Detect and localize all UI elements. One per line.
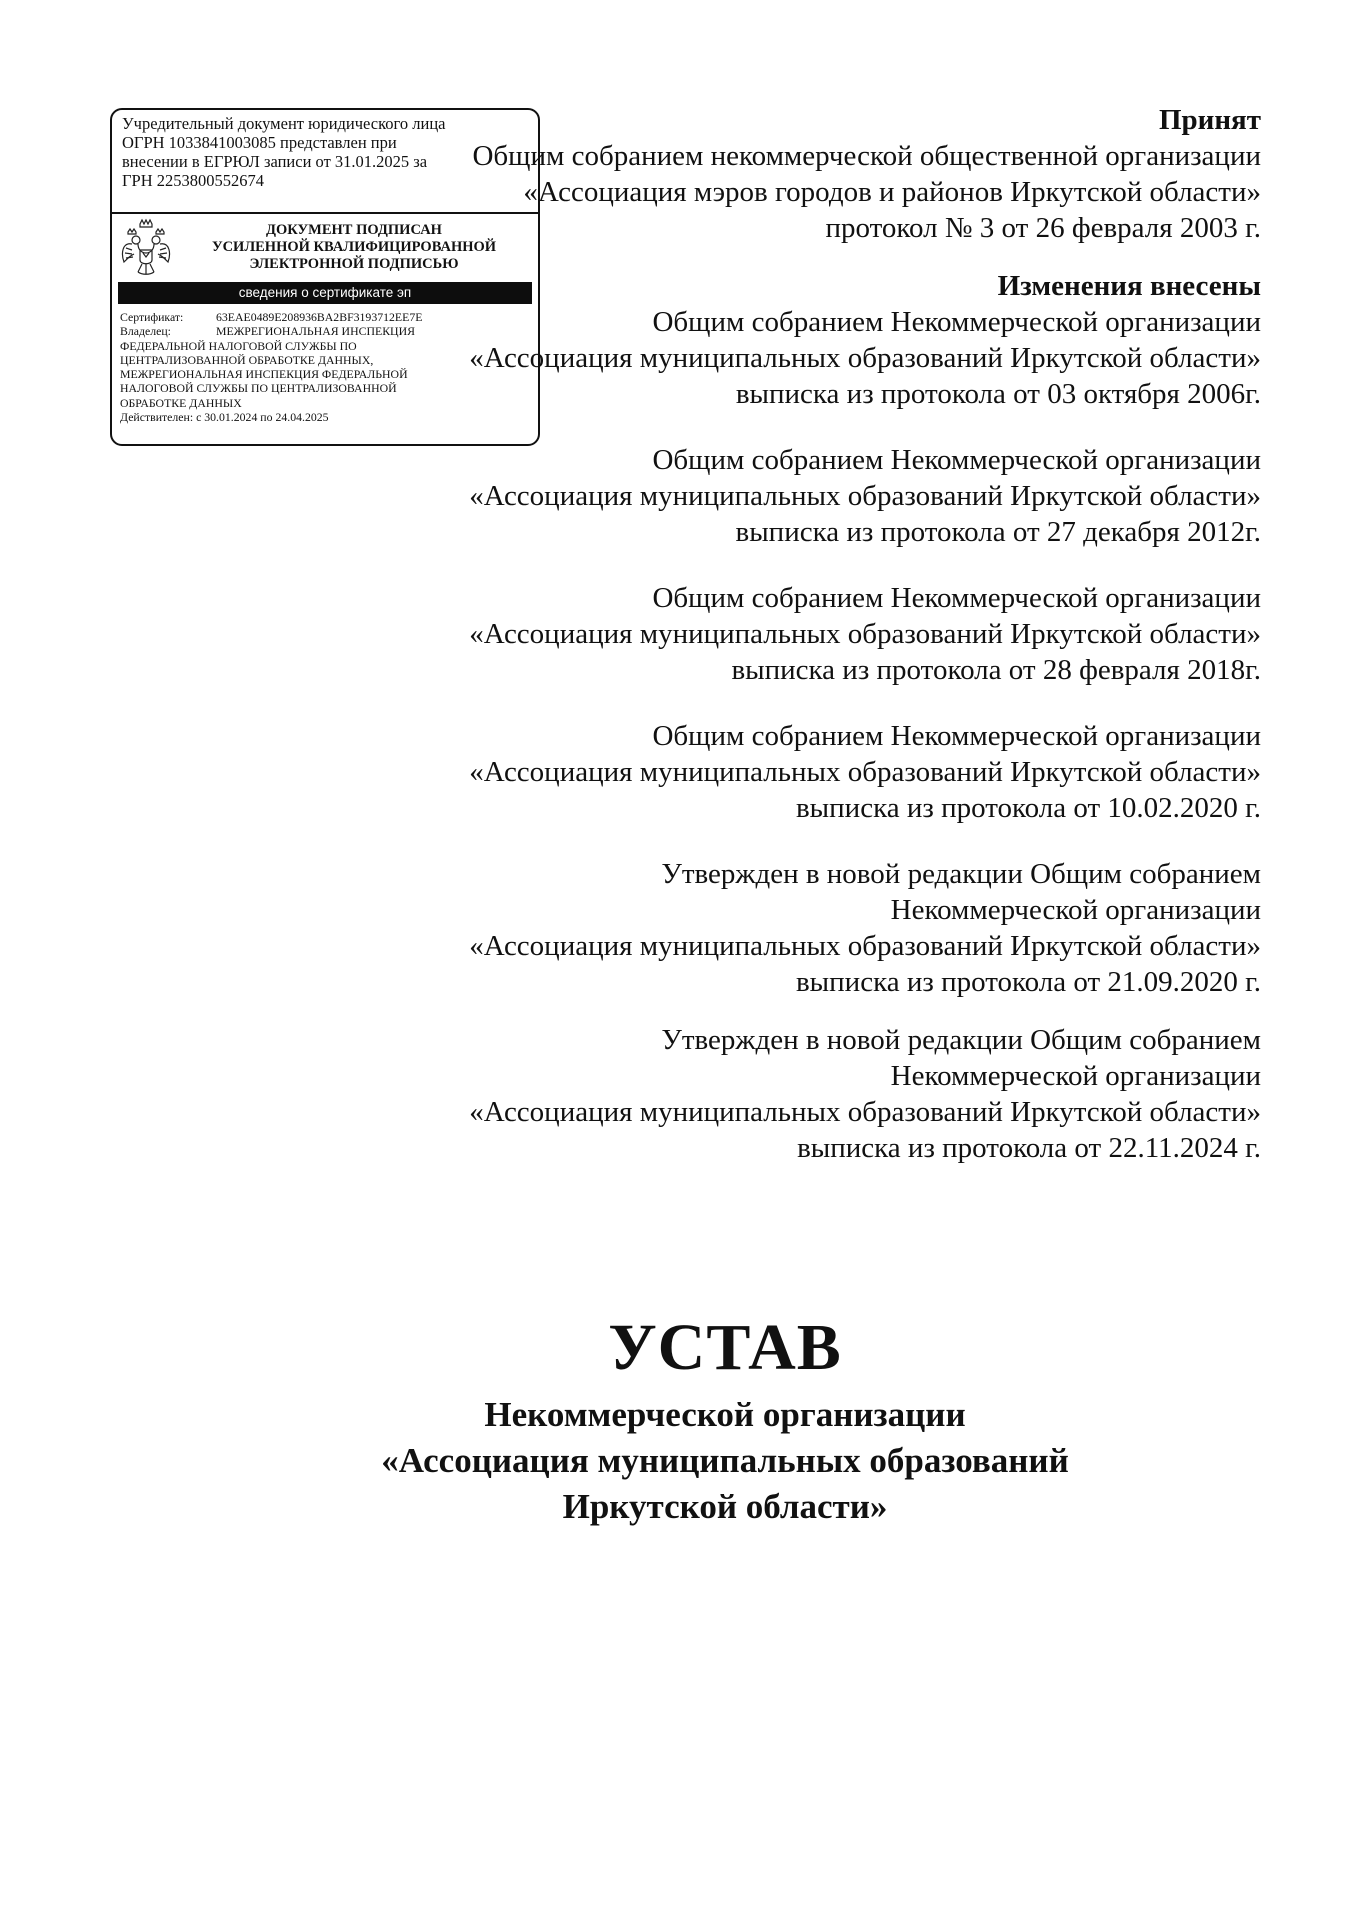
amendment-line: Некоммерческой организации (890, 1060, 1261, 1092)
adopted-line: Общим собранием некоммерческой общественной организации (472, 140, 1261, 172)
amendment-block (361, 580, 1261, 688)
adopted-heading: Принят (1158, 104, 1261, 136)
amendment-line: выписка из протокола от 10.02.2020 г. (795, 792, 1261, 824)
validity-period: Действителен: с 30.01.2024 по 24.04.2025 (120, 410, 329, 425)
owner-value: МЕЖРЕГИОНАЛЬНАЯ ИНСПЕКЦИЯ (216, 324, 415, 339)
amendment-block (361, 442, 1261, 550)
certificate-label: Сертификат: (120, 310, 184, 324)
certificate-row (120, 310, 536, 324)
amendment-block (361, 718, 1261, 826)
amendments-heading: Изменения внесены (997, 270, 1261, 302)
coat-of-arms-icon (120, 218, 172, 280)
owner-line: НАЛОГОВОЙ СЛУЖБЫ ПО ЦЕНТРАЛИЗОВАННОЙ (120, 381, 397, 396)
title-subtitle (200, 1392, 1250, 1530)
amendment-line: Некоммерческой организации (890, 894, 1261, 926)
owner-line: МЕЖРЕГИОНАЛЬНАЯ ИНСПЕКЦИЯ ФЕДЕРАЛЬНОЙ (120, 367, 408, 382)
amendment-line: «Ассоциация муниципальных образований Иркутской области» (469, 1096, 1261, 1128)
amendment-line: Общим собранием Некоммерческой организации (652, 444, 1261, 476)
amendment-line: выписка из протокола от 03 октября 2006г. (735, 378, 1261, 410)
document-title (200, 1310, 1250, 1530)
subtitle-line: Иркутской области» (562, 1487, 888, 1526)
amendment-line: выписка из протокола от 21.09.2020 г. (795, 966, 1261, 998)
amendment-line: «Ассоциация муниципальных образований Иркутской области» (469, 342, 1261, 374)
registration-note (122, 114, 542, 190)
owner-line: ЦЕНТРАЛИЗОВАННОЙ ОБРАБОТКЕ ДАННЫХ, (120, 352, 374, 367)
registration-line: внесении в ЕГРЮЛ записи от 31.01.2025 за (122, 152, 428, 171)
e-signature-stamp (110, 108, 540, 446)
title-main: УСТАВ (608, 1311, 842, 1384)
amendment-line: выписка из протокола от 27 декабря 2012г. (735, 516, 1261, 548)
owner-label: Владелец: (120, 324, 171, 339)
registration-line: ОГРН 1033841003085 представлен при (122, 133, 397, 152)
certificate-info-bar: сведения о сертификате эп (118, 282, 532, 304)
certificate-value: 63EAE0489E208936BA2BF3193712EE7E (216, 310, 423, 324)
owner-line: ФЕДЕРАЛЬНОЙ НАЛОГОВОЙ СЛУЖБЫ ПО (120, 338, 357, 353)
signed-line: ЭЛЕКТРОННОЙ ПОДПИСЬЮ (249, 256, 459, 272)
amendment-line: выписка из протокола от 28 февраля 2018г. (731, 654, 1261, 686)
amendment-block (361, 1022, 1261, 1166)
amendment-line: Утвержден в новой редакции Общим собранием (661, 1024, 1261, 1056)
amendment-line: Утвержден в новой редакции Общим собранием (661, 858, 1261, 890)
registration-line: Учредительный документ юридического лица (122, 114, 446, 133)
amendment-line: «Ассоциация муниципальных образований Иркутской области» (469, 756, 1261, 788)
amendment-line: Общим собранием Некоммерческой организации (652, 306, 1261, 338)
amendment-line: Общим собранием Некоммерческой организации (652, 720, 1261, 752)
subtitle-line: «Ассоциация муниципальных образований (381, 1441, 1069, 1480)
certificate-details (120, 310, 536, 424)
amendment-line: «Ассоциация муниципальных образований Иркутской области» (469, 930, 1261, 962)
amendment-line: выписка из протокола от 22.11.2024 г. (797, 1132, 1261, 1164)
owner-row (120, 324, 536, 338)
registration-line: ГРН 2253800552674 (122, 171, 265, 190)
owner-line: ОБРАБОТКЕ ДАННЫХ (120, 395, 242, 410)
amendment-block (361, 856, 1261, 1000)
signed-notice (172, 222, 536, 273)
subtitle-line: Некоммерческой организации (484, 1395, 966, 1434)
amendment-line: «Ассоциация муниципальных образований Иркутской области» (469, 618, 1261, 650)
amendment-line: Общим собранием Некоммерческой организации (652, 582, 1261, 614)
stamp-divider (112, 212, 538, 214)
signed-line: ДОКУМЕНТ ПОДПИСАН (266, 222, 442, 238)
amendment-line: «Ассоциация муниципальных образований Иркутской области» (469, 480, 1261, 512)
adopted-line: протокол № 3 от 26 февраля 2003 г. (825, 212, 1261, 244)
adopted-line: «Ассоциация мэров городов и районов Иркутской области» (523, 176, 1261, 208)
signed-line: УСИЛЕННОЙ КВАЛИФИЦИРОВАННОЙ (211, 239, 497, 255)
